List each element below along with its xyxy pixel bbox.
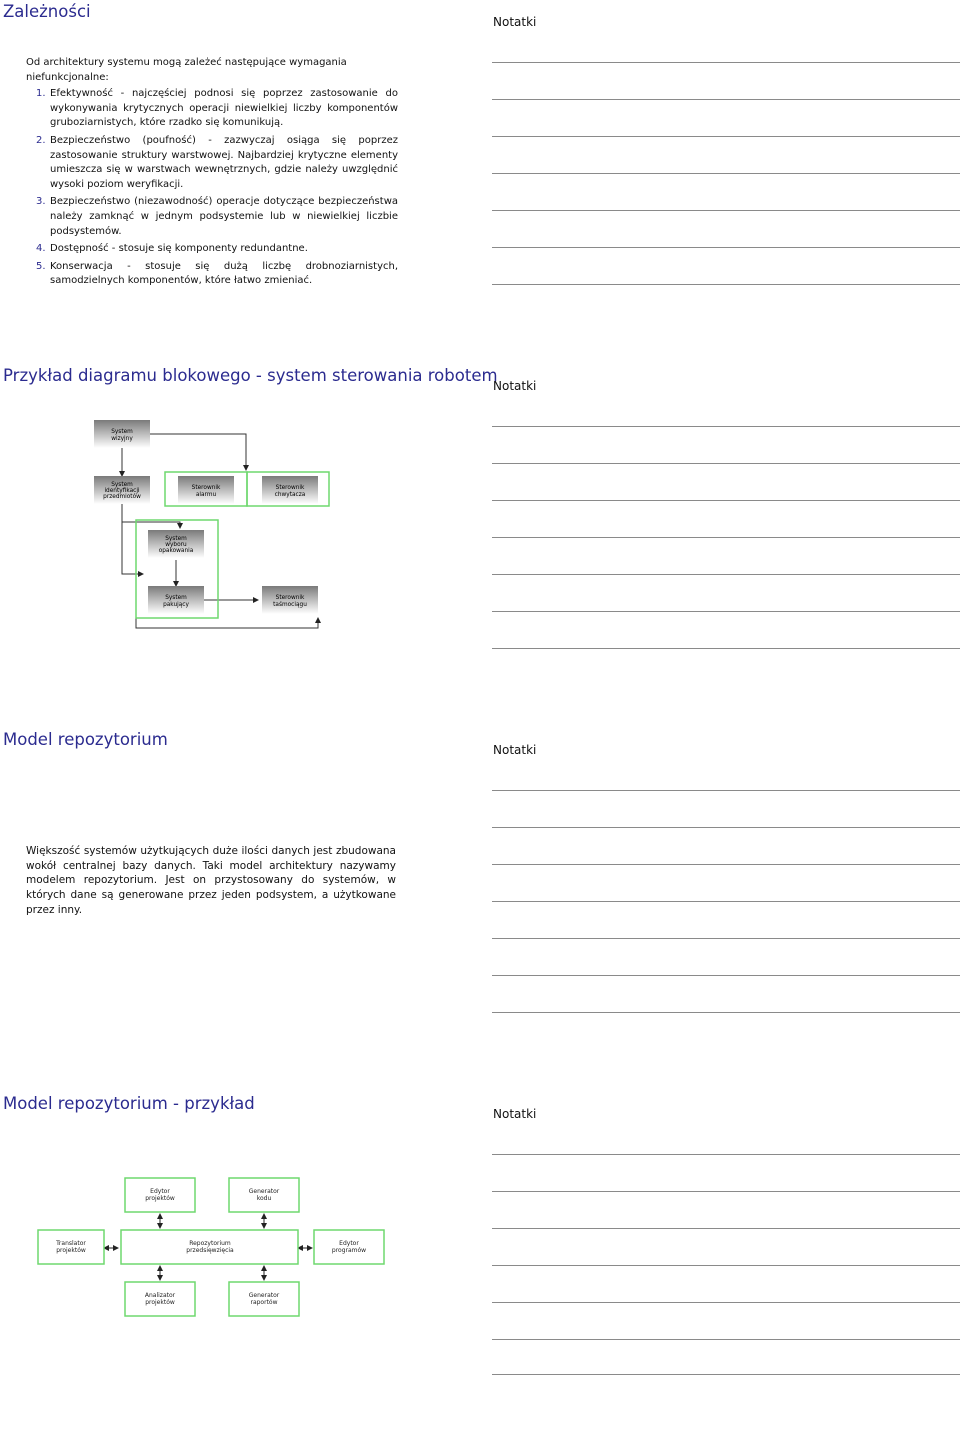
note-line bbox=[492, 938, 960, 939]
svg-text:pakujący: pakujący bbox=[163, 602, 189, 608]
repository-diagram bbox=[0, 1162, 420, 1402]
svg-text:Repozytorium: Repozytorium bbox=[189, 1240, 231, 1247]
block-packaging-selection bbox=[148, 530, 204, 558]
block-object-identification bbox=[94, 476, 150, 504]
svg-text:chwytacza: chwytacza bbox=[274, 492, 306, 498]
svg-text:programów: programów bbox=[331, 1247, 367, 1254]
slide-title: Model repozytorium bbox=[3, 730, 168, 749]
svg-text:przedmiotów: przedmiotów bbox=[103, 494, 141, 500]
note-line bbox=[492, 827, 960, 828]
slide-block-diagram bbox=[0, 364, 498, 728]
note-line bbox=[492, 648, 960, 649]
intro-text: Od architektury systemu mogą zależeć następujące wymagania niefunkcjonalne: bbox=[26, 57, 347, 83]
block-vision-system bbox=[94, 420, 150, 448]
note-line bbox=[492, 1154, 960, 1155]
note-line bbox=[492, 99, 960, 100]
slide-repository-model bbox=[0, 728, 455, 1092]
svg-text:wyboru: wyboru bbox=[165, 542, 187, 548]
svg-text:projektów: projektów bbox=[56, 1247, 86, 1254]
block-alarm-controller bbox=[178, 476, 234, 504]
list-item: 5. Konserwacja - stosuje się dużą liczbę drobnoziarnistych, samodzielnych komponentów, które łatwo zmieniać. bbox=[36, 260, 398, 287]
svg-text:projektów: projektów bbox=[145, 1299, 175, 1306]
svg-text:alarmu: alarmu bbox=[195, 492, 217, 498]
svg-text:Sterownik: Sterownik bbox=[275, 485, 305, 491]
svg-text:projektów: projektów bbox=[145, 1195, 175, 1202]
note-line bbox=[492, 1302, 960, 1303]
requirements-list bbox=[26, 87, 398, 289]
svg-text:System: System bbox=[111, 429, 133, 435]
list-item: 1. Efektywność - najczęściej podnosi się poprzez zastosowanie do wykonywania krytycznych operacji niewielkiej liczby komponentów gruboziarnistych, które rzadko się komunikują. bbox=[36, 88, 398, 129]
svg-text:Generator: Generator bbox=[248, 1188, 280, 1195]
svg-text:Sterownik: Sterownik bbox=[191, 485, 221, 491]
svg-text:Sterownik: Sterownik bbox=[275, 595, 305, 601]
svg-text:Edytor: Edytor bbox=[339, 1240, 359, 1247]
slide-title: Przykład diagramu blokowego - system sterowania robotem bbox=[3, 366, 498, 385]
svg-text:opakowania: opakowania bbox=[158, 548, 194, 554]
slide-body bbox=[26, 56, 398, 292]
note-line bbox=[492, 1374, 960, 1375]
list-item: 4. Dostępność - stosuje się komponenty redundantne. bbox=[36, 243, 308, 255]
svg-text:przedsięwzięcia: przedsięwzięcia bbox=[186, 1247, 234, 1254]
note-line bbox=[492, 210, 960, 211]
note-line bbox=[492, 173, 960, 174]
note-line bbox=[492, 426, 960, 427]
note-line bbox=[492, 1228, 960, 1229]
svg-text:identyfikacji: identyfikacji bbox=[104, 488, 140, 494]
note-line bbox=[492, 247, 960, 248]
svg-text:Generator: Generator bbox=[248, 1292, 280, 1299]
slide-title: Model repozytorium - przykład bbox=[3, 1094, 255, 1113]
notes-label: Notatki bbox=[493, 379, 537, 393]
notes-label: Notatki bbox=[493, 15, 537, 29]
note-line bbox=[492, 864, 960, 865]
svg-text:raportów: raportów bbox=[250, 1299, 278, 1306]
note-line bbox=[492, 284, 960, 285]
slide-title: Zależności bbox=[3, 2, 91, 21]
slide-repository-example bbox=[0, 1092, 455, 1456]
svg-text:wizyjny: wizyjny bbox=[111, 436, 133, 442]
note-line bbox=[492, 1012, 960, 1013]
note-line bbox=[492, 611, 960, 612]
note-line bbox=[492, 790, 960, 791]
note-line bbox=[492, 901, 960, 902]
note-line bbox=[492, 537, 960, 538]
note-line bbox=[492, 500, 960, 501]
note-line bbox=[492, 975, 960, 976]
block-packing-system bbox=[148, 586, 204, 614]
robot-control-diagram bbox=[0, 414, 420, 654]
svg-text:Edytor: Edytor bbox=[150, 1188, 170, 1195]
svg-text:System: System bbox=[165, 536, 187, 542]
block-gripper-controller bbox=[262, 476, 318, 504]
notes-label: Notatki bbox=[493, 743, 537, 757]
svg-text:Analizator: Analizator bbox=[144, 1292, 176, 1299]
notes-label: Notatki bbox=[493, 1107, 537, 1121]
note-line bbox=[492, 463, 960, 464]
svg-text:kodu: kodu bbox=[256, 1195, 272, 1202]
slide-paragraph: Większość systemów użytkujących duże ilości danych jest zbudowana wokół centralnej bazy danych. Taki model architektury nazywamy modelem repozytorium. Jest on przystosowany do systemów, w których dane są generowane przez jeden podsystem, a użytkowane przez inny. bbox=[26, 845, 396, 916]
svg-text:Translator: Translator bbox=[56, 1240, 86, 1247]
svg-text:taśmociągu: taśmociągu bbox=[273, 602, 307, 608]
list-item: 2. Bezpieczeństwo (poufność) - zazwyczaj osiąga się poprzez zastosowanie struktury warstwowej. Najbardziej krytyczne elementy umieszcza się w warstwach wewnętrznych, gdzie należy uwzględnić wysoki poziom weryfikacji. bbox=[36, 134, 398, 190]
slide-dependencies bbox=[0, 0, 455, 364]
svg-text:System: System bbox=[165, 595, 187, 601]
note-line bbox=[492, 136, 960, 137]
note-line bbox=[492, 1265, 960, 1266]
svg-text:System: System bbox=[111, 482, 133, 488]
block-conveyor-controller bbox=[262, 586, 318, 614]
note-line bbox=[492, 1191, 960, 1192]
note-line bbox=[492, 1339, 960, 1340]
list-item: 3. Bezpieczeństwo (niezawodność) operacje dotyczące bezpieczeństwa należy zamknąć w jednym podsystemie lub w niewielkiej liczbie podsystemów. bbox=[36, 196, 398, 237]
note-line bbox=[492, 62, 960, 63]
note-line bbox=[492, 574, 960, 575]
